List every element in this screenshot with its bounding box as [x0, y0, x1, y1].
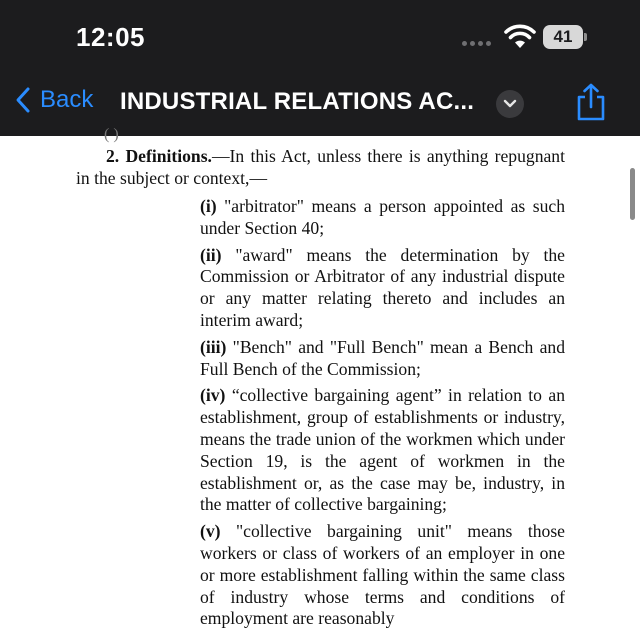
definition-text: “collective bargaining agent” in relation to an establishment, group of establishments or industry, means the trade union of the workmen which under Section 19, is the agent of workmen in the establishment or, as the case may be, industry, in the matter of collective bargaining;: [200, 385, 565, 515]
share-icon[interactable]: [574, 82, 608, 122]
definition-number: (v): [200, 521, 221, 542]
back-button[interactable]: [16, 86, 93, 114]
definition-item: [200, 521, 565, 630]
wifi-icon: [504, 24, 536, 50]
definition-item: [200, 196, 565, 240]
chevron-down-icon: [503, 99, 517, 109]
definition-number: (ii): [200, 244, 222, 265]
definition-text: "Bench" and "Full Bench" mean a Bench and Full Bench of the Commission;: [200, 336, 565, 379]
definitions-list: [200, 196, 565, 635]
section-intro: [76, 146, 565, 190]
battery-icon: [543, 25, 587, 49]
chevron-left-icon: [16, 87, 30, 113]
definition-text: "award" means the determination by the Commission or Arbitrator of any industrial dispute or any matter relating thereto and includes an interim award;: [200, 244, 565, 330]
document-title: INDUSTRIAL RELATIONS AC...: [120, 88, 475, 115]
definition-number: (iii): [200, 336, 227, 357]
section-intro-text: —In this Act, unless there is anything repugnant in the subject or context,—: [76, 146, 565, 188]
definition-number: (i): [200, 196, 217, 216]
definition-number: (iv): [200, 385, 226, 406]
previous-item-mark: ( ): [104, 126, 119, 143]
section-heading: 2. Definitions.: [106, 146, 212, 166]
definition-item: [200, 385, 565, 516]
definition-item: [200, 337, 565, 381]
definition-text: "arbitrator" means a person appointed as such under Section 40;: [200, 196, 565, 238]
battery-level: 41: [543, 25, 583, 49]
definition-item: [200, 245, 565, 332]
status-time: 12:05: [76, 22, 145, 52]
title-menu-button[interactable]: [496, 90, 524, 118]
back-label: Back: [40, 86, 94, 113]
document-page[interactable]: [0, 126, 640, 640]
definition-text: "collective bargaining unit" means those workers or class of workers of an employer in one or more establishment falling within the same class of industry whose terms and conditions of employment are reasonably: [200, 521, 565, 629]
cellular-signal-icon: [462, 41, 491, 46]
top-bar: [0, 0, 640, 136]
scrollbar-thumb[interactable]: [630, 168, 635, 220]
